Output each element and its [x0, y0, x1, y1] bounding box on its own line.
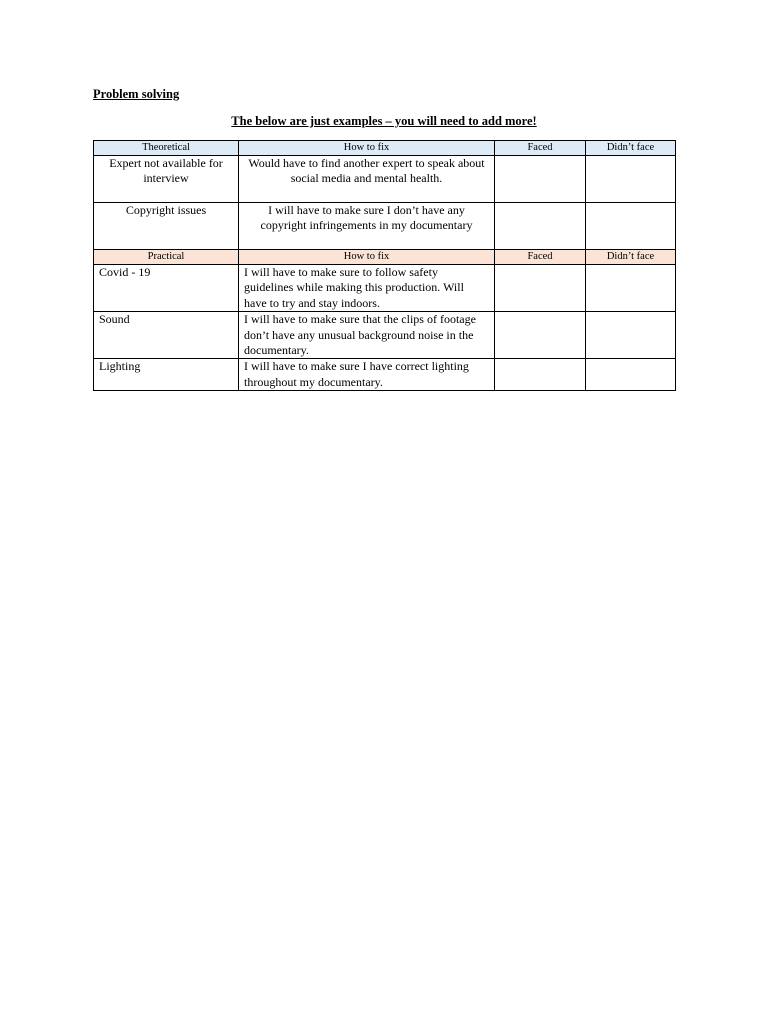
faced-cell [495, 312, 586, 359]
faced-cell [495, 359, 586, 391]
faced-cell [495, 156, 586, 203]
table-row [94, 156, 676, 203]
document-subheading: The below are just examples – you will need to add more! [231, 114, 537, 128]
problem-solving-table [93, 140, 676, 391]
didnt-face-cell [586, 203, 676, 250]
didnt-face-cell [586, 156, 676, 203]
header-how-to-fix: How to fix [239, 141, 495, 156]
issue-cell: Copyright issues [94, 203, 239, 250]
header-practical: Practical [94, 250, 239, 265]
header-how-to-fix: How to fix [239, 250, 495, 265]
issue-cell: Expert not available for interview [94, 156, 239, 203]
fix-cell: I will have to make sure that the clips of footage don’t have any unusual background noise in the documentary. [239, 312, 495, 359]
header-faced: Faced [495, 141, 586, 156]
fix-cell: I will have to make sure to follow safety guidelines while making this production. Will have to try and stay indoors. [239, 265, 495, 312]
fix-cell: Would have to find another expert to speak about social media and mental health. [239, 156, 495, 203]
didnt-face-cell [586, 312, 676, 359]
issue-cell: Covid - 19 [94, 265, 239, 312]
header-faced: Faced [495, 250, 586, 265]
fix-cell: I will have to make sure I have correct lighting throughout my documentary. [239, 359, 495, 391]
table-row [94, 203, 676, 250]
faced-cell [495, 203, 586, 250]
header-didnt-face: Didn’t face [586, 250, 676, 265]
table-row [94, 359, 676, 391]
table-row [94, 312, 676, 359]
didnt-face-cell [586, 359, 676, 391]
theoretical-header-row [94, 141, 676, 156]
issue-cell: Lighting [94, 359, 239, 391]
header-theoretical: Theoretical [94, 141, 239, 156]
fix-cell: I will have to make sure I don’t have any copyright infringements in my documentary [239, 203, 495, 250]
didnt-face-cell [586, 265, 676, 312]
header-didnt-face: Didn’t face [586, 141, 676, 156]
document-heading: Problem solving [93, 87, 180, 101]
table-row [94, 265, 676, 312]
practical-header-row [94, 250, 676, 265]
issue-cell: Sound [94, 312, 239, 359]
faced-cell [495, 265, 586, 312]
